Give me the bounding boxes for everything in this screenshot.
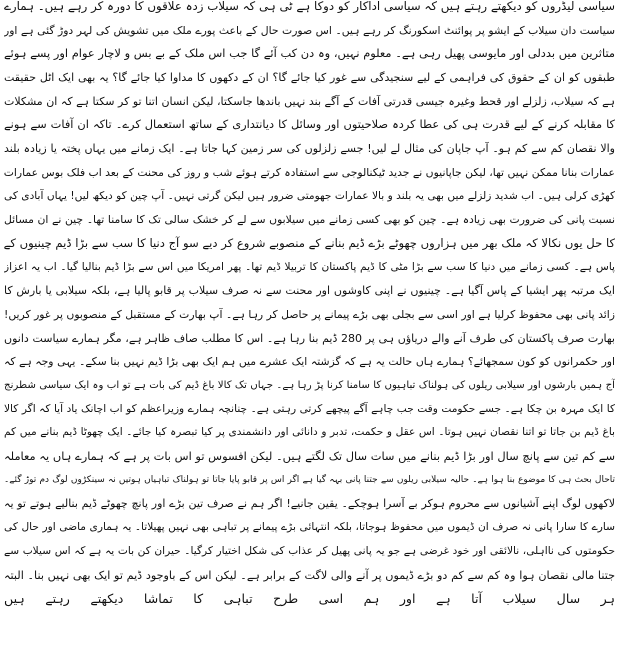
article-line: لاکھوں لوگ اپنے آشیانوں سے محروم ہوکر بے آسرا ہوچکے۔ یقین جانیے! اگر ہم نے صرف تین بڑے اور پانچ چھوٹے ڈیم بنالیے ہوتے تو یہ (4, 497, 615, 511)
article-column (4, 0, 615, 663)
article-line: کھڑی کرلی ہیں۔ اب شدید زلزلے میں بھی یہ بلند و بالا عمارات جھومتی ضرور ہیں لیکن گرتی نہیں۔ آپ چین کو دیکھ لیں! یہاں آبادی کی (4, 189, 615, 202)
article-line: باغ ڈیم بن جاتا تو اتنا نقصان نہیں ہوتا۔ اس عقل و حکمت، تدبر و دانائی اور دانشمندی پر کیا تبصرہ کیا جائے۔ ایک چھوٹا ڈیم بنانے میں کم (4, 426, 615, 439)
article-line: پاس ہے۔ کسی زمانے میں دنیا کا سب سے بڑا مٹی کا ڈیم پاکستان کا تربیلا ڈیم تھا۔ پھر امریکا میں اس سے بڑا ڈیم بنالیا گیا۔ اب یہ اعزاز (4, 260, 615, 273)
article-line: آج ہمیں بارشوں اور سیلابی ریلوں کی ہولناک تباہیوں کا سامنا کرنا پڑ رہا ہے۔ جہاں تک کالا باغ ڈیم کی بات ہے تو اب وہ ایک سیاسی شطرنج (4, 380, 615, 391)
article-line: متاثرین میں بددلی اور مایوسی پھیل رہی ہے۔ معلوم نہیں، وہ دن کب آئے گا جب اس ملک کے بے بس و لاچار عوام اور پسے ہوئے (4, 46, 615, 61)
article-line: سے کم تین سے پانچ سال اور بڑا ڈیم بنانے میں سات سال تک لگتے ہیں۔ لیکن افسوس تو اس بات پر ہے کہ ہمارے ہاں یہ معاملہ (4, 449, 615, 464)
article-line: سیاست دان سیلاب کے ایشو پر پوائنٹ اسکورنگ کر رہے ہیں۔ اس صورت حال کے باعث پورے ملک میں تشویش کی لہر دوڑ گئی ہے اور (4, 23, 615, 37)
article-line: حکومتوں کی نااہلی، نالائقی اور خود غرضی ہے جو یہ پانی پھیل کر عذاب کی شکل اختیار کرگیا۔ حیران کن بات یہ ہے کہ اس سیلاب سے (4, 544, 615, 557)
article-line: والا نقصان کم سے کم ہو۔ آپ جاپان کی مثال لے لیں! جسے زلزلوں کی سر زمین کہا جاتا ہے۔ ایک زمانے میں یہاں پختہ یا زیادہ بلند (4, 142, 615, 156)
article-line: بھارت صرف پاکستان کی طرف آنے والے دریاؤں ہی پر 280 ڈیم بنا رہا ہے۔ اس کا مطلب صاف ظاہر ہے، مگر ہمارے سیاست دانوں (4, 331, 615, 345)
article-line: ہے کہ سیلاب، زلزلے اور قحط وغیرہ جیسی قدرتی آفات کے آگے بند نہیں باندھا جاسکتا، لیکن انسان اتنا تو کر سکتا ہے کہ ان مشکلات (4, 94, 615, 108)
article-line: کا حل یوں نکالا کہ ملک بھر میں ہزاروں چھوٹے بڑے ڈیم بنانے کے منصوبے شروع کر دیے سو آج دنیا کا سب سے بڑا ڈیم چینیوں کے (4, 235, 615, 250)
article-line: نسبت پانی کی ضرورت بھی زیادہ ہے۔ چین کو بھی کسی زمانے میں سیلابوں سے لے کر خشک سالی تک کا سامنا تھا۔ چین نے ان مسائل (4, 213, 615, 227)
article-line: ایک مرتبہ پھر ایشیا کے پاس آگیا ہے۔ چینیوں نے اپنی کاوشوں اور محنت سے نہ صرف سیلاب پر قابو پالیا ہے، بلکہ سیلابی یا بارش کا (4, 284, 615, 298)
article-line: طبقوں کو ان کے حقوق کی فراہمی کے لیے سنجیدگی سے غور کیا جائے گا؟ ان کے دکھوں کا مداوا کیا جائے گا؟ یہ بھی ایک اٹل حقیقت (4, 71, 615, 85)
article-line: اور حکمرانوں کو کون سمجھائے؟ ہمارے ہاں حالت یہ ہے کہ گزشتہ ایک عشرے میں ہم ایک بھی بڑا ڈیم نہیں بنا سکے۔ یہی وجہ ہے کہ (4, 355, 615, 369)
article-line (4, 611, 615, 635)
article-line: جتنا مالی نقصان ہوا وہ کم سے کم دو بڑے ڈیموں پر آنے والی لاگت کے برابر ہے۔ لیکن اس کے باوجود ڈیم تو ایک بھی نہیں بنا۔ البتہ (4, 568, 615, 582)
article-line: سیاسی لیڈروں کو دیکھتے رہتے ہیں کہ سیاسی اداکار کو دوکا ہے ٹی ہی کہ سیلاب زدہ علاقوں کا دورہ کر رہے ہیں۔ ہمارے (4, 0, 615, 13)
article-line: زائد پانی بھی محفوظ کرلیا ہے اور اسی سے بجلی بھی بڑے پیمانے پر حاصل کر رہا ہے۔ آپ بھارت کے مستقبل کے منصوبوں پر غور کریں! (4, 307, 615, 321)
article-line: ہر سال سیلاب آتا ہے اور ہم اسی طرح تباہی کا تماشا دیکھتے رہتے ہیں (4, 591, 615, 607)
article-line: کا مقابلہ کرنے کے لیے قدرت ہی کی عطا کردہ صلاحیتوں اور وسائل کا دیانتداری کے ساتھ استعمال کرے۔ تاکہ ان آفات سے ہونے (4, 117, 615, 132)
article-line: تاحال بحث ہی کا موضوع بنا ہوا ہے۔ حالیہ سیلابی ریلوں سے جتنا پانی بہہ گیا ہے اگر اس پر قابو پایا جاتا تو ہولناک تباہیاں ہوتیں نہ سینکڑوں لوگ دم توڑ گئے۔ (4, 474, 615, 485)
article-line: سارے کا سارا پانی نہ صرف ان ڈیموں میں محفوظ ہوجاتا، بلکہ انتہائی بڑے پیمانے پر تباہی بھی نہیں پھیلاتا۔ یہ ہماری ماضی اور حال کی (4, 521, 615, 534)
article-line: کا ایک مہرہ بن چکا ہے۔ جسے حکومت وقت جب چاہے آگے پیچھے کرتی رہتی ہے۔ چنانچہ ہمارے وزیراعظم کو اب اچانک یاد آیا کہ اگر کالا (4, 402, 615, 415)
article-line: عمارات بنانا ممکن نہیں تھا، لیکن جاپانیوں نے جدید ٹیکنالوجی سے استفادہ کرتے ہوئے شب و روز کی محنت کے بعد اب فلک بوس عمارات (4, 165, 615, 179)
